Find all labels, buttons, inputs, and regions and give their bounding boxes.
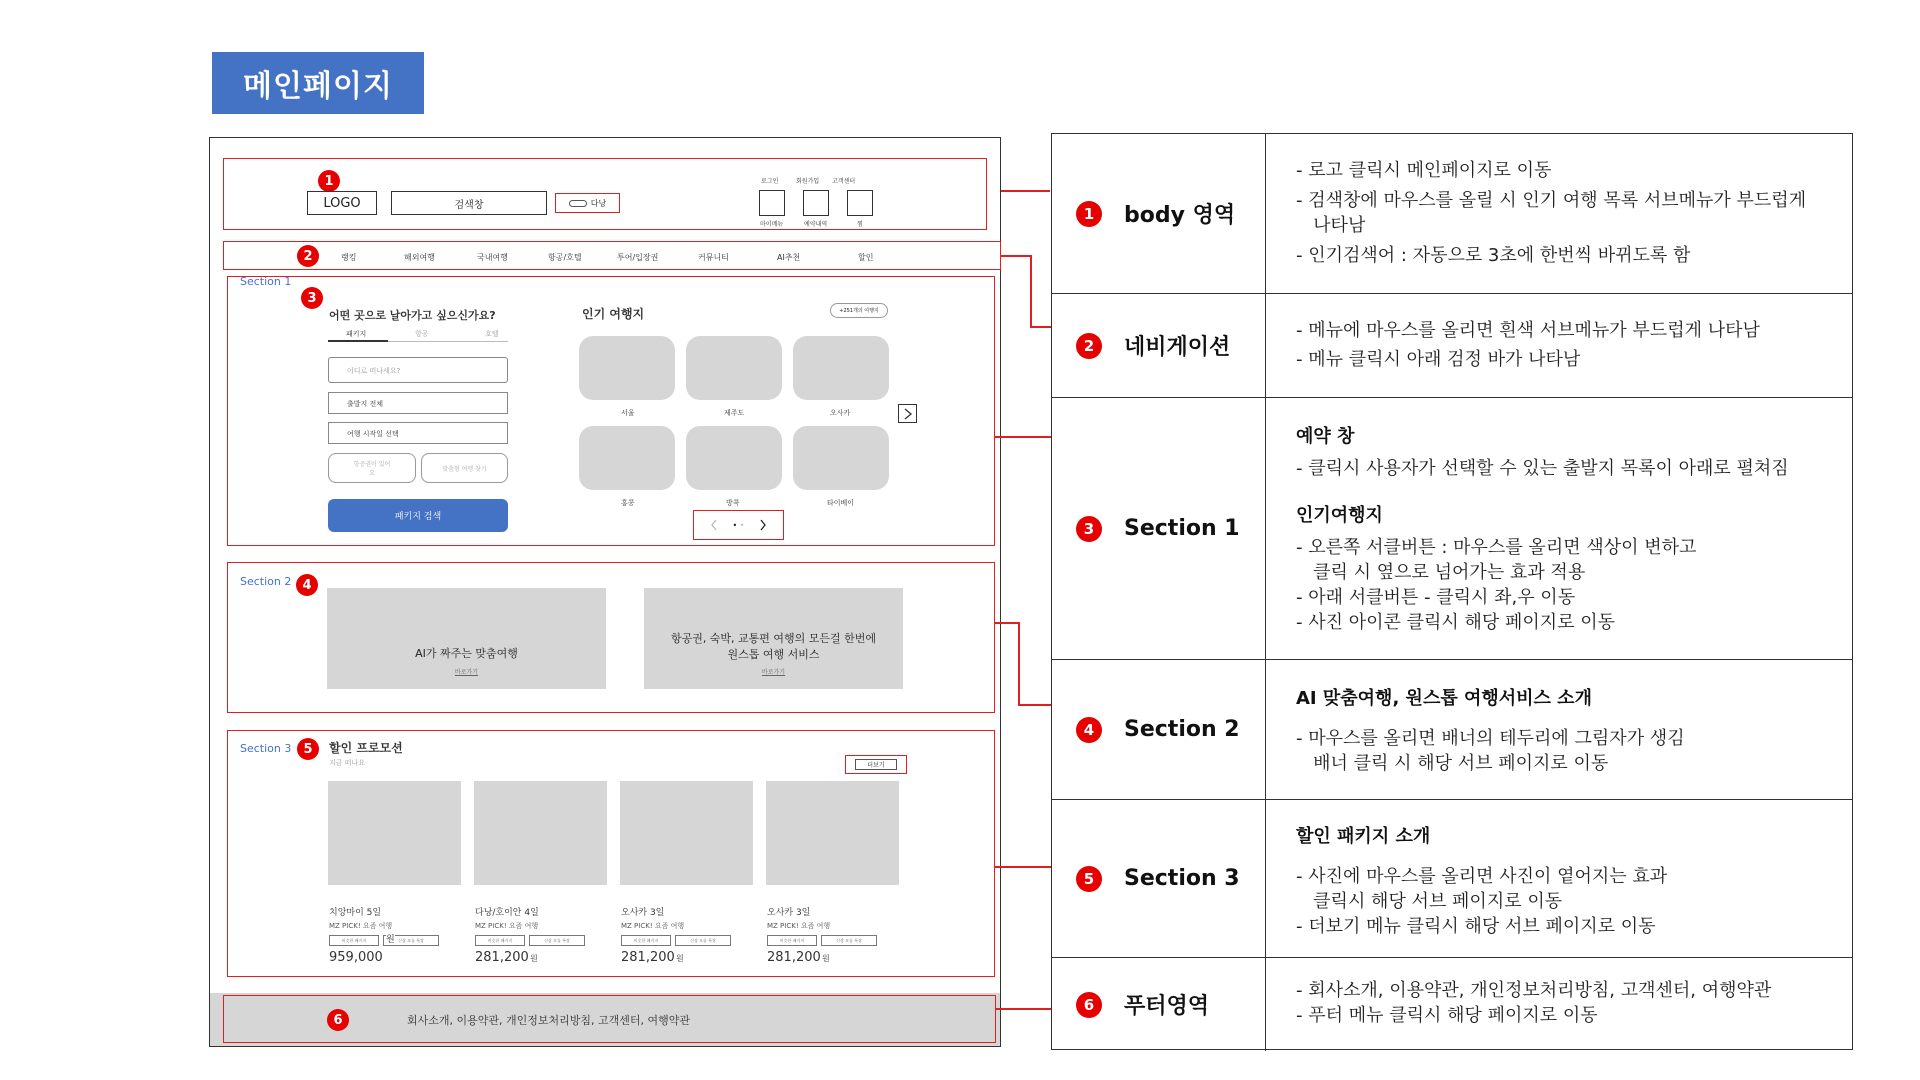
nav-item-community[interactable]: 커뮤니티: [698, 253, 729, 262]
mymenu-icon[interactable]: [759, 190, 785, 216]
hot-keyword[interactable]: [555, 193, 620, 213]
product-price-unit: 원: [530, 954, 538, 963]
connector-1: [1001, 190, 1050, 192]
connector-4b: [1018, 622, 1020, 705]
spec-badge: 1: [1076, 201, 1102, 227]
tab-flight[interactable]: 항공: [415, 330, 429, 338]
city-label-osaka: 오사카: [830, 409, 851, 417]
product-chip: 신상 모를 특장: [821, 935, 877, 946]
spec-desc: [1266, 134, 1852, 293]
city-card-seoul[interactable]: [579, 336, 675, 400]
product-tag: MZ PICK! 요즘 여행: [329, 922, 393, 930]
product-name[interactable]: 오사카 3일: [767, 908, 811, 918]
chevron-right-icon[interactable]: [759, 519, 767, 531]
marker-3: 3: [301, 287, 323, 309]
connector-4c: [1018, 704, 1051, 706]
spec-row-label: [1052, 958, 1266, 1051]
section1-label: Section 1: [240, 275, 292, 288]
hot-keyword-label: 다낭: [590, 198, 607, 208]
chevron-right-icon: [903, 408, 913, 420]
spec-line: - 사진에 마우스를 올리면 사진이 옅어지는 효과: [1296, 866, 1668, 887]
nav-item-tour[interactable]: 투어/입장권: [617, 253, 659, 262]
tab-active-bar: [328, 340, 388, 342]
nav-item-ai[interactable]: AI추천: [777, 253, 801, 262]
option-custom-trip[interactable]: 맞춤형 여행 찾기: [421, 453, 508, 483]
spec-row-footer: [1052, 958, 1852, 1051]
product-image[interactable]: [328, 781, 461, 885]
signup-link[interactable]: 회원가입: [796, 178, 820, 185]
spec-row-section1: [1052, 398, 1852, 660]
connector-2b: [1030, 255, 1032, 327]
product-price-unit: 원: [676, 954, 684, 963]
city-card-bangkok[interactable]: [686, 426, 782, 490]
tab-hotel[interactable]: 호텔: [485, 330, 499, 338]
spec-line: - 더보기 메뉴 클릭시 해당 서브 페이지로 이동: [1296, 916, 1656, 937]
spec-desc: [1266, 398, 1852, 659]
spec-desc: [1266, 660, 1852, 799]
spec-line: 클릭시 해당 서브 페이지로 이동: [1296, 891, 1563, 912]
spec-desc: [1266, 294, 1852, 397]
spec-desc: [1266, 958, 1852, 1051]
spec-line: 배너 클릭 시 해당 서브 페이지로 이동: [1296, 753, 1609, 774]
chevron-left-icon[interactable]: [710, 519, 718, 531]
product-chip: 비슷한 패키지: [329, 935, 379, 946]
product-chip: 신상 모를 특장: [675, 935, 731, 946]
search-input[interactable]: 검색창: [391, 191, 547, 215]
spec-name: Section 1: [1124, 516, 1240, 541]
reservation-icon[interactable]: [803, 190, 829, 216]
product-price-unit: 원: [822, 954, 830, 963]
connector-2c: [1030, 326, 1051, 328]
tag-icon: [569, 200, 587, 207]
start-date-label: 여행 시작일 선택: [347, 430, 399, 438]
product-price: 281,200: [475, 950, 529, 965]
spec-badge: 5: [1076, 866, 1102, 892]
city-label-jeju: 제주도: [724, 409, 745, 417]
banner-ai-trip[interactable]: [327, 588, 606, 689]
marker-6: 6: [327, 1009, 349, 1031]
product-tag: MZ PICK! 요즘 여행: [621, 922, 685, 930]
city-card-hongkong[interactable]: [579, 426, 675, 490]
spec-line: - 마우스를 올리면 배너의 테두리에 그림자가 생김: [1296, 728, 1685, 749]
section3-label: Section 3: [240, 742, 292, 755]
product-chip: 신상 모를 특장: [529, 935, 585, 946]
banner-ai-title: AI가 짜주는 맞춤여행: [415, 647, 518, 660]
carousel-pager: [693, 510, 784, 540]
connector-2a: [1001, 255, 1030, 257]
product-image[interactable]: [474, 781, 607, 885]
product-chip: 비슷한 패키지: [621, 935, 671, 946]
product-image[interactable]: [766, 781, 899, 885]
spec-line: - 메뉴에 마우스를 올리면 흰색 서브메뉴가 부드럽게 나타남: [1296, 320, 1760, 341]
spec-line: 클릭 시 옆으로 넘어가는 효과 적용: [1296, 562, 1586, 583]
spec-badge: 6: [1076, 992, 1102, 1018]
nav-item-overseas[interactable]: 해외여행: [404, 253, 435, 262]
banner-onestop-line1: 항공권, 숙박, 교통편 여행의 모든걸 한번에: [670, 632, 877, 645]
product-chip: 비슷한 패키지: [767, 935, 817, 946]
connector-5: [995, 866, 1051, 868]
spec-heading: 예약 창: [1296, 426, 1355, 447]
start-date-select[interactable]: [328, 422, 508, 444]
wishlist-icon[interactable]: [847, 190, 873, 216]
banner-onestop-line2: 원스톱 여행 서비스: [727, 648, 820, 661]
spec-name: 푸터영역: [1124, 994, 1210, 1019]
spec-line: 나타남: [1296, 215, 1366, 236]
spec-desc: [1266, 800, 1852, 957]
login-link[interactable]: 로그인: [761, 178, 779, 185]
banner-onestop[interactable]: [644, 588, 903, 689]
nav-item-flight-hotel[interactable]: 항공/호텔: [548, 253, 582, 262]
spec-row-label: [1052, 660, 1266, 799]
nav-item-sale[interactable]: 할인: [858, 253, 874, 262]
nav-item-ranking[interactable]: 랭킹: [341, 253, 357, 262]
spec-line: - 푸터 메뉴 클릭시 해당 페이지로 이동: [1296, 1005, 1598, 1026]
package-search-button[interactable]: 패키지 검색: [328, 499, 508, 532]
spec-line: - 클릭시 사용자가 선택할 수 있는 출발지 목록이 아래로 펼쳐짐: [1296, 458, 1789, 479]
popular-title: 인기 여행지: [582, 307, 645, 321]
departure-select[interactable]: [328, 392, 508, 414]
product-won-overlap: 원: [386, 932, 395, 945]
option-flight-ticket[interactable]: 항공권이 있어요: [328, 453, 416, 483]
support-link[interactable]: 고객센터: [832, 178, 856, 185]
spec-badge: 4: [1076, 717, 1102, 743]
product-image[interactable]: [620, 781, 753, 885]
spec-heading: AI 맞춤여행, 원스톱 여행서비스 소개: [1296, 688, 1592, 709]
departure-label: 출발지 전체: [347, 400, 384, 408]
spec-row-body: [1052, 134, 1852, 294]
connector-6: [995, 1008, 1051, 1010]
more-button-highlight: [845, 755, 907, 774]
destination-input[interactable]: [328, 357, 508, 383]
tab-package[interactable]: 패키지: [346, 330, 367, 338]
spec-row-section3: [1052, 800, 1852, 958]
city-card-osaka[interactable]: [793, 336, 889, 400]
spec-name: 네비게이션: [1124, 335, 1231, 360]
footer-links[interactable]: 회사소개, 이용약관, 개인정보처리방침, 고객센터, 여행약관: [407, 1014, 690, 1027]
banner-onestop-link[interactable]: 바로가기: [761, 669, 786, 676]
logo[interactable]: LOGO: [307, 191, 377, 215]
destination-placeholder: 어디로 떠나세요?: [347, 367, 401, 375]
marker-1: 1: [318, 170, 340, 192]
spec-name: Section 2: [1124, 717, 1240, 742]
spec-row-label: [1052, 294, 1266, 397]
spec-line: - 로고 클릭시 메인페이지로 이동: [1296, 160, 1552, 181]
spec-badge: 2: [1076, 333, 1102, 359]
nav-item-domestic[interactable]: 국내여행: [477, 253, 508, 262]
spec-line: - 오른쪽 서클버튼 : 마우스를 올리면 색상이 변하고: [1296, 537, 1697, 558]
connector-4a: [995, 622, 1019, 624]
spec-badge: 3: [1076, 516, 1102, 542]
city-card-jeju[interactable]: [686, 336, 782, 400]
page-title: 메인페이지: [212, 52, 424, 114]
spec-row-label: [1052, 398, 1266, 659]
spec-row-label: [1052, 134, 1266, 293]
booking-question: 어떤 곳으로 날아가고 싶으신가요?: [329, 309, 496, 322]
popular-more[interactable]: +251개의 여행지: [830, 303, 888, 318]
product-name[interactable]: 다낭/호이안 4일: [475, 908, 539, 918]
product-price: 281,200: [621, 950, 675, 965]
city-label-seoul: 서울: [621, 409, 635, 417]
spec-name: body 영역: [1124, 203, 1236, 228]
wishlist-label: 찜: [857, 221, 863, 228]
city-card-taipei[interactable]: [793, 426, 889, 490]
banner-ai-link[interactable]: 바로가기: [454, 669, 479, 676]
promo-title: 할인 프로모션: [329, 741, 403, 755]
spec-line: - 인기검색어 : 자동으로 3초에 한번씩 바뀌도록 함: [1296, 245, 1691, 266]
spec-line: - 검색창에 마우스를 올릴 시 인기 여행 목록 서브메뉴가 부드럽게: [1296, 190, 1807, 211]
product-price: 281,200: [767, 950, 821, 965]
marker-5: 5: [297, 738, 319, 760]
connector-3: [995, 436, 1051, 438]
wireframe-panel: [209, 137, 1001, 1047]
spec-table: [1051, 133, 1853, 1050]
city-label-bangkok: 방콕: [726, 499, 740, 507]
spec-row-label: [1052, 800, 1266, 957]
spec-name: Section 3: [1124, 866, 1240, 891]
reservation-label: 예약내역: [804, 221, 828, 228]
carousel-next-button[interactable]: [898, 404, 917, 423]
pager-dots: • •: [732, 520, 745, 530]
marker-2: 2: [297, 245, 319, 267]
spec-row-section2: [1052, 660, 1852, 800]
product-chip: 비슷한 패키지: [475, 935, 525, 946]
product-tag: MZ PICK! 요즘 여행: [475, 922, 539, 930]
spec-line: - 메뉴 클릭시 아래 검정 바가 나타남: [1296, 349, 1581, 370]
product-tag: MZ PICK! 요즘 여행: [767, 922, 831, 930]
mymenu-label: 마이메뉴: [760, 221, 784, 228]
product-chip: 신상 모를 특장: [383, 935, 439, 946]
spec-line: - 회사소개, 이용약관, 개인정보처리방침, 고객센터, 여행약관: [1296, 980, 1772, 1001]
more-button[interactable]: 더보기: [855, 759, 897, 770]
spec-heading: 할인 패키지 소개: [1296, 826, 1431, 847]
city-label-taipei: 타이베이: [827, 499, 855, 507]
marker-4: 4: [296, 574, 318, 596]
spec-line: - 아래 서클버튼 - 클릭시 좌,우 이동: [1296, 587, 1576, 608]
spec-line: - 사진 아이콘 클릭시 해당 페이지로 이동: [1296, 612, 1616, 633]
product-name[interactable]: 치앙마이 5일: [329, 908, 382, 918]
product-name[interactable]: 오사카 3일: [621, 908, 665, 918]
section2-label: Section 2: [240, 575, 292, 588]
product-price: 959,000: [329, 950, 383, 965]
city-label-hongkong: 홍콩: [621, 499, 635, 507]
spec-row-nav: [1052, 294, 1852, 398]
spec-heading: 인기여행지: [1296, 505, 1383, 526]
nav-area-box: [223, 241, 1001, 270]
promo-subtitle: 지금 떠나요: [329, 759, 366, 767]
